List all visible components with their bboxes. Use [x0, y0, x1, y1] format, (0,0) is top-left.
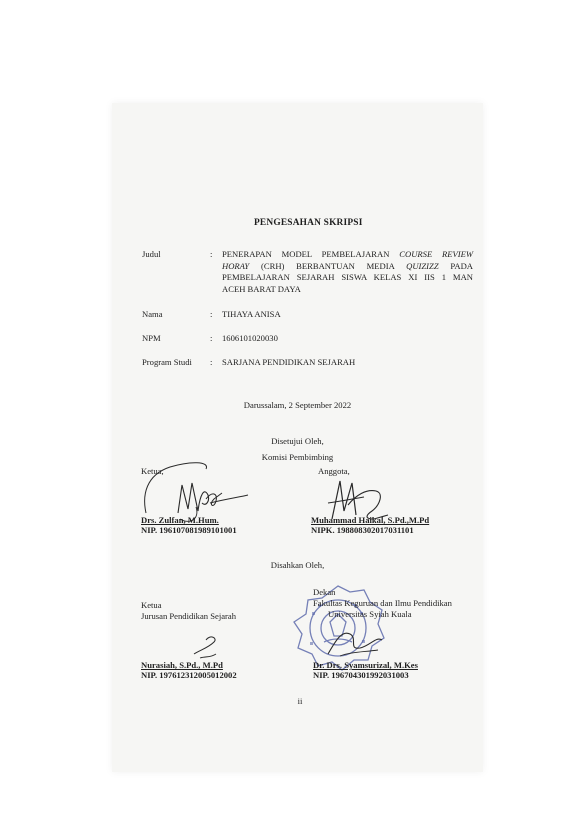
nama-colon: :: [210, 309, 213, 319]
judul-line1a: PENERAPAN MODEL PEMBELAJARAN: [222, 249, 400, 259]
approved-by: Disetujui Oleh,: [271, 436, 324, 446]
npm-colon: :: [210, 333, 213, 343]
judul-line2b: (CRH) BERBANTUAN MEDIA: [249, 260, 407, 271]
head-name: Nurasiah, S.Pd., M.Pd: [141, 660, 223, 670]
supervisor1-name: Drs. Zulfan, M.Hum.: [141, 515, 219, 525]
dean-line2: Fakultas Keguruan dan Ilmu Pendidikan: [313, 598, 452, 608]
committee-label: Komisi Pembimbing: [261, 452, 334, 462]
head-line2: Jurusan Pendidikan Sejarah: [141, 611, 236, 621]
nama-label: Nama: [142, 309, 163, 319]
signature-dean: [320, 620, 390, 660]
judul-line1b: COURSE REVIEW: [399, 249, 474, 259]
judul-line2d: PADA: [438, 260, 473, 271]
dean-name: Dr. Drs. Syamsurizal, M.Kes: [313, 660, 418, 670]
ratified-by: Disahkan Oleh,: [270, 560, 325, 570]
prodi-value: SARJANA PENDIDIKAN SEJARAH: [222, 357, 356, 367]
dean-line3: Universitas Syiah Kuala: [328, 609, 412, 619]
page-number: ii: [297, 696, 303, 706]
supervisor2-name: Muhammad Haikal, S.Pd.,M.Pd: [311, 515, 430, 525]
head-id: NIP. 197612312005012002: [141, 670, 237, 680]
npm-value: 1606101020030: [222, 333, 278, 343]
document-title: PENGESAHAN SKRIPSI: [254, 218, 363, 228]
judul-line2c: QUIZIZZ: [406, 260, 439, 271]
judul-line4: ACEH BARAT DAYA: [222, 283, 301, 294]
prodi-colon: :: [210, 357, 213, 367]
place-date: Darussalam, 2 September 2022: [243, 400, 352, 410]
supervisor1-id: NIP. 196107081989101001: [141, 525, 237, 535]
supervisor2-id: NIPK. 198808302017031101: [311, 525, 414, 535]
judul-line2a: HORAY: [222, 260, 250, 271]
signature-head: [188, 620, 228, 660]
judul-colon: :: [210, 249, 213, 259]
ketua-label: Ketua,: [141, 466, 164, 476]
head-line1: Ketua: [141, 600, 162, 610]
dean-line1: Dekan: [313, 587, 336, 597]
judul-value: [222, 249, 473, 295]
npm-label: NPM: [142, 333, 161, 343]
prodi-label: Program Studi: [142, 357, 192, 367]
anggota-label: Anggota,: [318, 466, 350, 476]
judul-line3: PEMBELAJARAN SEJARAH SISWA KELAS XI IIS 1 MAN: [222, 272, 473, 283]
dean-id: NIP. 196704301992031003: [313, 670, 409, 680]
judul-label: Judul: [142, 249, 161, 259]
nama-value: TIHAYA ANISA: [222, 309, 281, 319]
